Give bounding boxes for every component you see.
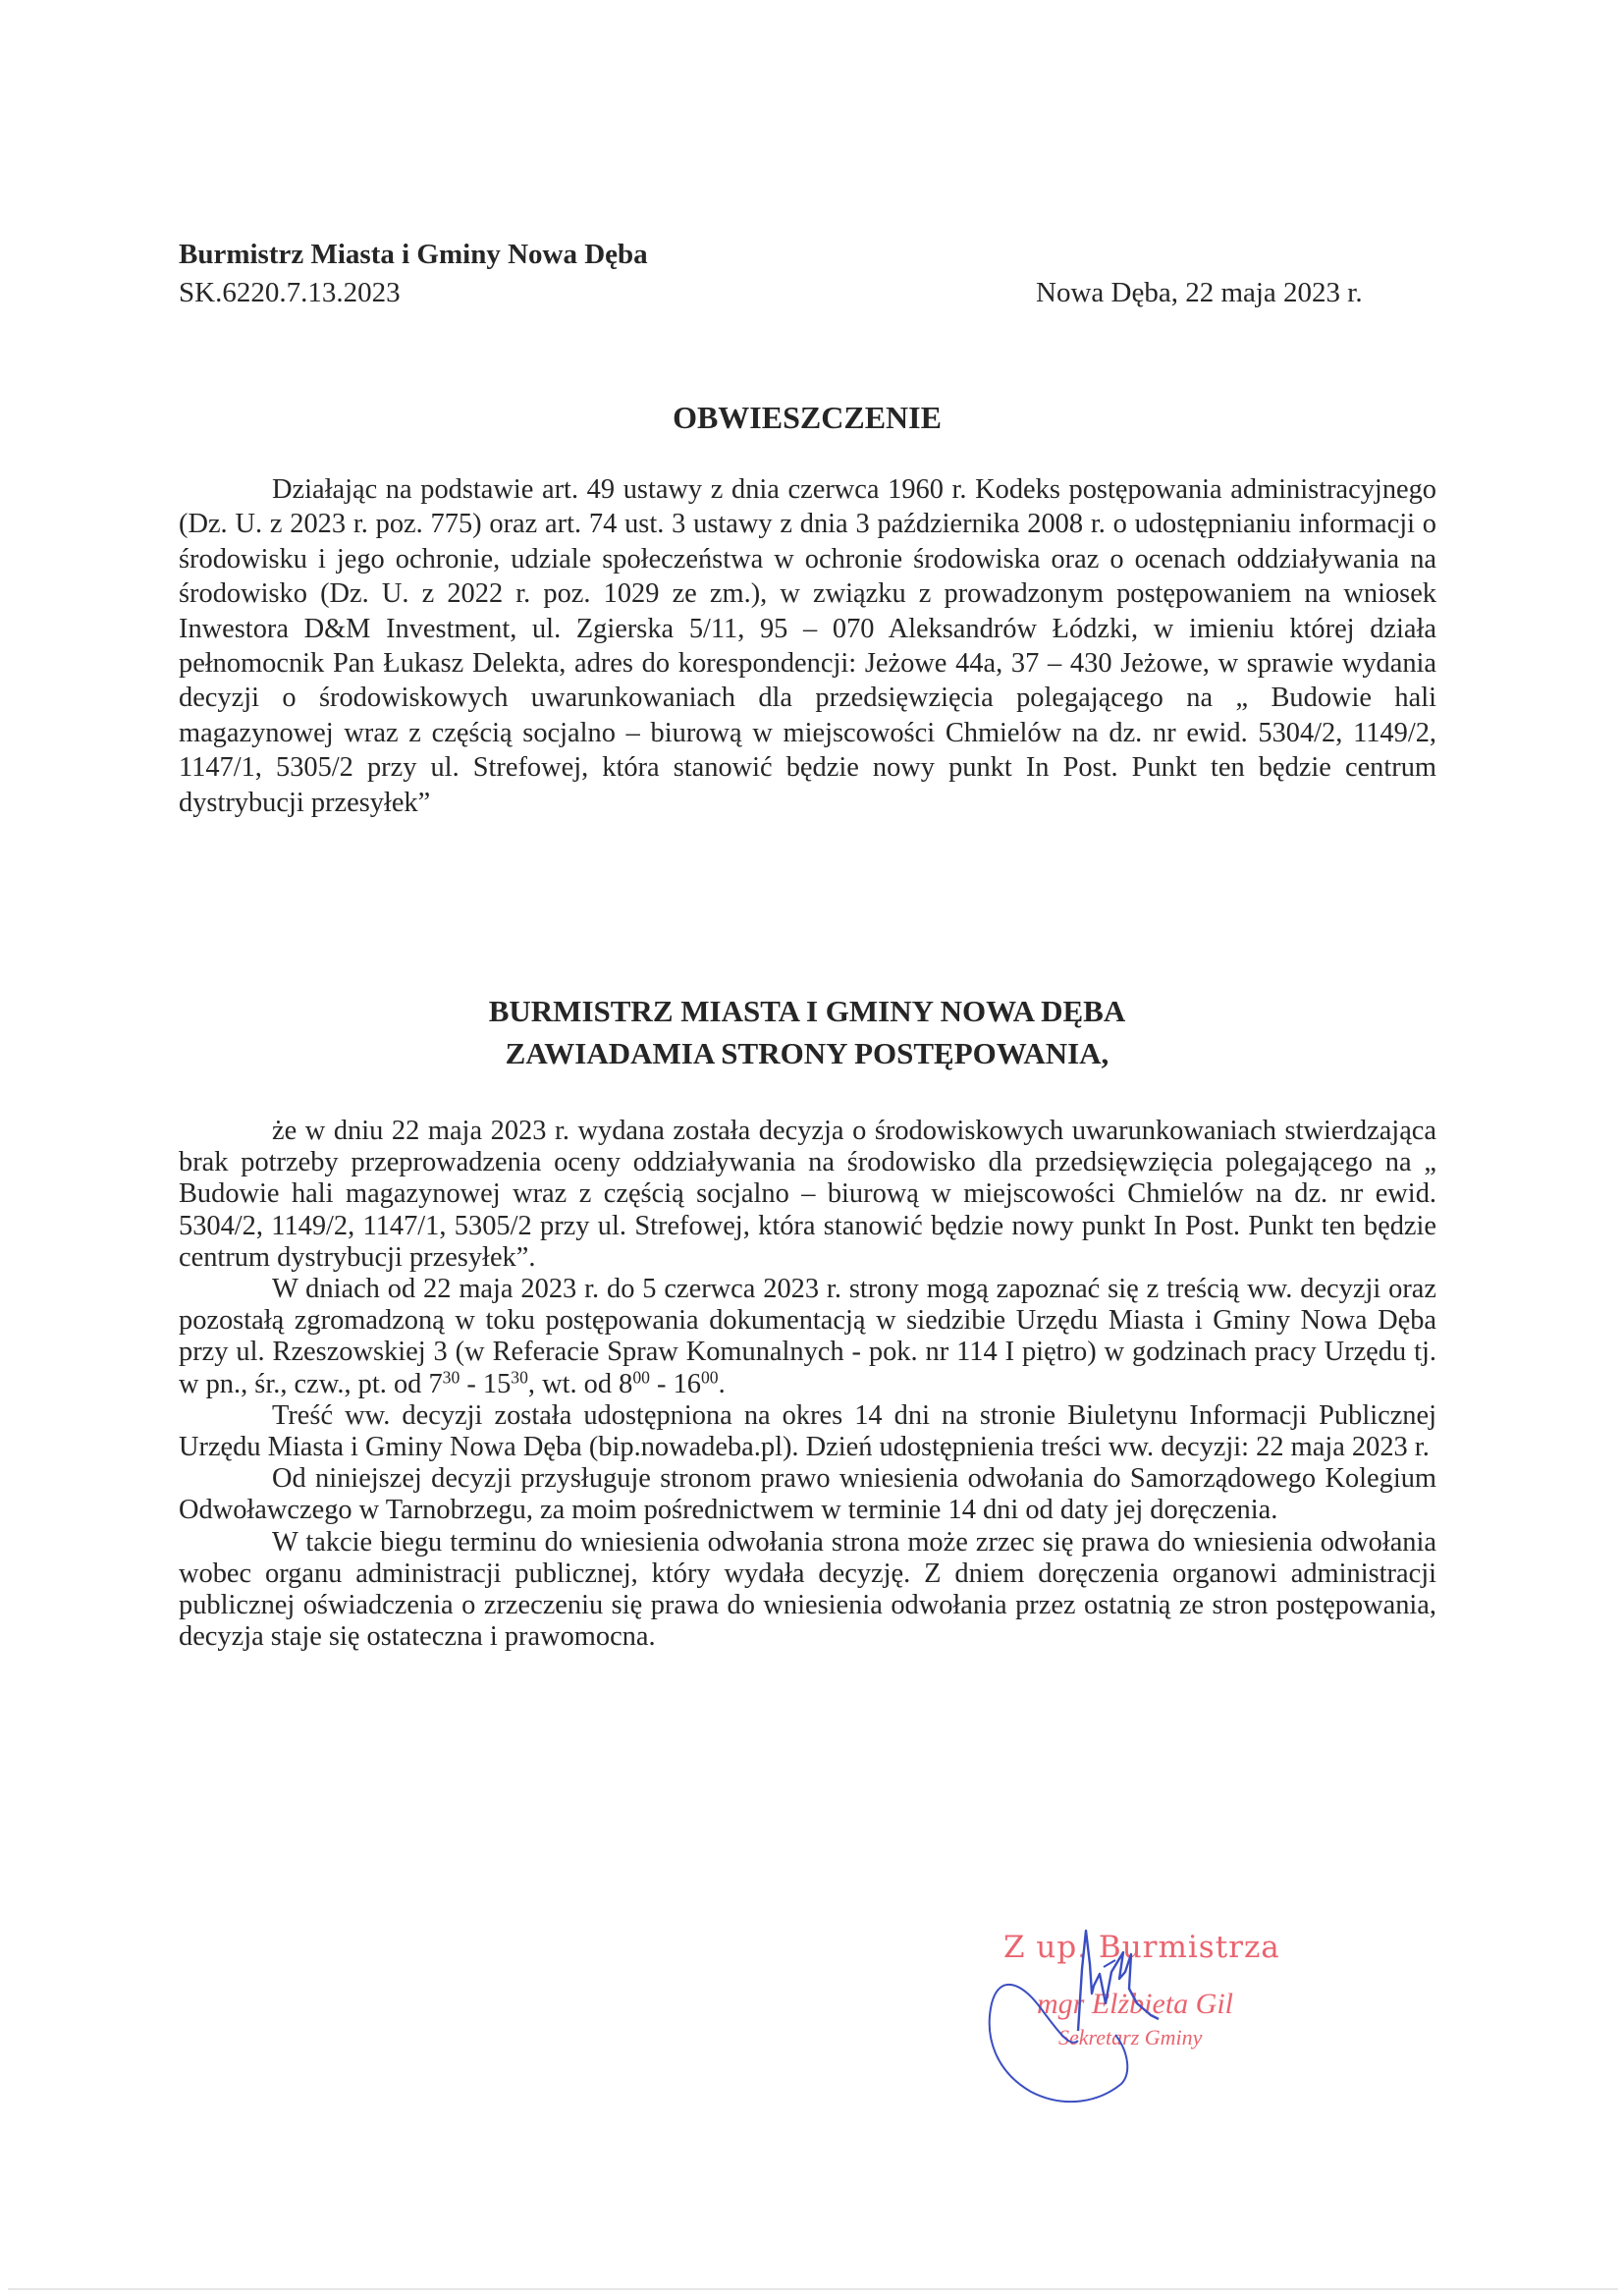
waiver-paragraph: W takcie biegu terminu do wniesienia odwołania strona może zrzec się prawa do wniesienia odwołania wobec organu administracji publicznej, który wydała decyzję. Z dniem doręczenia organowi administracji publicznej oświadczenia o zrzeczeniu się prawa do wniesienia odwołania przez ostatnią ze stron postępowania, decyzja staje się ostateczna i prawomocna. bbox=[179, 1526, 1436, 1653]
notice-heading-line1: BURMISTRZ MIASTA I GMINY NOWA DĘBA bbox=[488, 994, 1126, 1028]
notice-heading-line2: ZAWIADAMIA STRONY POSTĘPOWANIA, bbox=[505, 1036, 1109, 1070]
appeal-paragraph: Od niniejszej decyzji przysługuje stronom prawo wniesienia odwołania do Samorządowego Kolegium Odwoławczego w Tarnobrzegu, za moim pośrednictwem w terminie 14 dni od daty jej doręczenia. bbox=[179, 1463, 1436, 1526]
stamp-signatory-title: Sekretarz Gminy bbox=[1058, 2025, 1203, 2050]
decision-paragraph: że w dniu 22 maja 2023 r. wydana została decyzja o środowiskowych uwarunkowaniach stwierdzająca brak potrzeby przeprowadzenia oceny oddziaływania na środowisko dla przedsięwzięcia polegającego na „ Budowie hali magazynowej wraz z częścią socjalno – biurową w miejscowości Chmielów na dz. nr ewid. 5304/2, 1149/2, 1147/1, 5305/2 przy ul. Strefowej, która stanowić będzie nowy punkt In Post. Punkt ten będzie centrum dystrybucji przesyłek”. bbox=[179, 1116, 1436, 1273]
intro-paragraph: Działając na podstawie art. 49 ustawy z dnia czerwca 1960 r. Kodeks postępowania administracyjnego (Dz. U. z 2023 r. poz. 775) oraz art. 74 ust. 3 ustawy z dnia 3 października 2008 r. o udostępnianiu informacji o środowisku i jego ochronie, udziale społeczeństwa w ochronie środowiska oraz o ocenach oddziaływania na środowisko (Dz. U. z 2022 r. poz. 1029 ze zm.), w związku z prowadzonym postępowaniem na wniosek Inwestora D&M Investment, ul. Zgierska 5/11, 95 – 070 Aleksandrów Łódzki, w imieniu której działa pełnomocnik Pan Łukasz Delekta, adres do korespondencji: Jeżowe 44a, 37 – 430 Jeżowe, w sprawie wydania decyzji o środowiskowych uwarunkowaniach dla przedsięwzięcia polegającego na „ Budowie hali magazynowej wraz z częścią socjalno – biurową w miejscowości Chmielów na dz. nr ewid. 5304/2, 1149/2, 1147/1, 5305/2 przy ul. Strefowej, która stanowić będzie nowy punkt In Post. Punkt ten będzie centrum dystrybucji przesyłek” bbox=[179, 474, 1436, 818]
document-title: OBWIESZCZENIE bbox=[673, 400, 942, 435]
reference-number: SK.6220.7.13.2023 bbox=[179, 277, 401, 308]
issuer-name: Burmistrz Miasta i Gminy Nowa Dęba bbox=[179, 239, 648, 270]
inspection-paragraph: W dniach od 22 maja 2023 r. do 5 czerwca 2023 r. strony mogą zapoznać się z treścią ww. decyzji oraz pozostałą zgromadzoną w toku postępowania dokumentacją w siedzibie Urzędu Miasta i Gminy Nowa Dęba przy ul. Rzeszowskiej 3 (w Referacie Spraw Komunalnych - pok. nr 114 I piętro) w godzinach pracy Urzędu tj. w pn., śr., czw., pt. od $7^{30} - 15^{30}$, wt. od $8^{00} - 16^{00}$. bbox=[179, 1274, 1436, 1399]
scan-edge-divider bbox=[8, 2288, 1618, 2290]
stamp-signatory-name: mgr Elżbieta Gil bbox=[1037, 1988, 1233, 2020]
publication-paragraph: Treść ww. decyzji została udostępniona na okres 14 dni na stronie Biuletynu Informacji Publicznej Urzędu Miasta i Gminy Nowa Dęba (bip.nowadeba.pl). Dzień udostępnienia treści ww. decyzji: 22 maja 2023 r. bbox=[179, 1399, 1436, 1463]
notice-heading bbox=[179, 990, 1435, 1074]
stamp-authority: Z up. Burmistrza bbox=[1003, 1930, 1280, 1965]
place-and-date: Nowa Dęba, 22 maja 2023 r. bbox=[1036, 277, 1363, 308]
notice-body bbox=[179, 1116, 1436, 1653]
